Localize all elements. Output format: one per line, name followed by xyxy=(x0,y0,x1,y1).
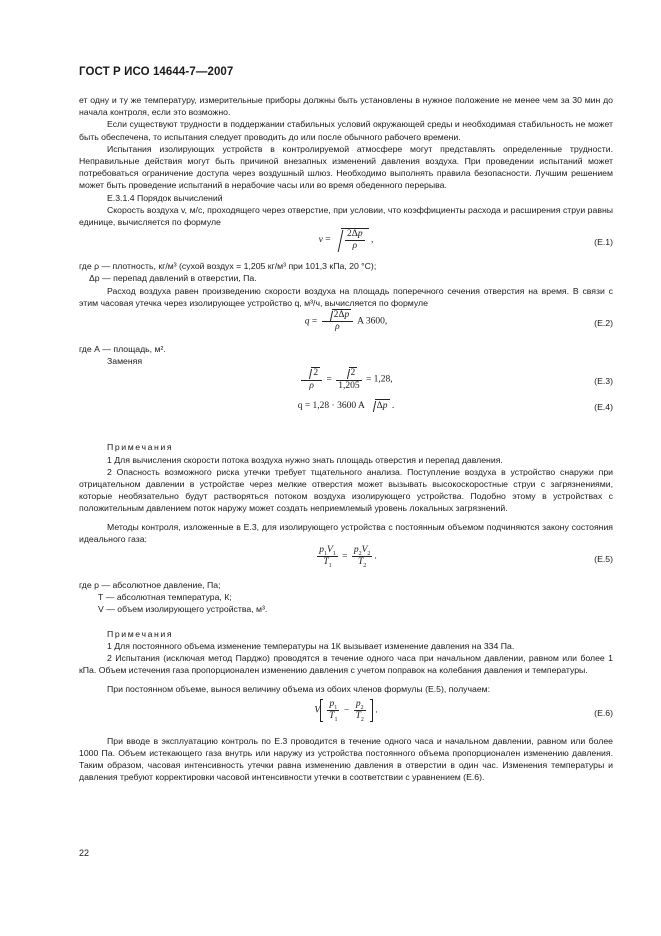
formula-e3: $\frac{2}{\rho}$ = $\frac{2}{1,205}$ = 1,28, (Е.3) xyxy=(79,367,613,399)
formula-number: (Е.1) xyxy=(594,237,613,248)
page-number: 22 xyxy=(79,848,90,858)
notes-title: Примечания xyxy=(107,442,174,453)
formula-e1: v = $\frac{2\Delta p}{\rho}$ , (Е.1) xyxy=(318,229,613,252)
definition: где А — площадь, м². xyxy=(79,344,166,355)
paragraph: Испытания изолирующих устройств в контролируемой атмосфере могут представлять определенные трудности. Неправильные действия могут быть причиной внезапных изменений давления воздуха. При проведении испытаний может потребоваться ограничение доступа через воздушный шлюз. Необходимо выполнять правила безопасности. Лучшим решением может быть проведение испытаний в нерабочие часы или во время обеденного перерыва. xyxy=(79,143,613,191)
paragraph: Скорость воздуха v, м/с, проходящего через отверстие, при условии, что коэффициенты расхода и расширения струи равны единице, вычисляется по формуле xyxy=(79,204,613,228)
paragraph: Если существуют трудности в поддержании стабильных условий окружающей среды и необходимая стабильность не может быть обеспечена, то испытания следует проводить до или после обычного рабочего времени. xyxy=(79,119,613,142)
formula-number: (Е.3) xyxy=(594,376,613,387)
note: 2 Испытания (исключая метод Парджо) проводятся в течение одного часа при начальном давлении, равном или более 1 кПа. Объем истечения газа пропорционален изменению давления с учетом поправок на колебания давления и температуры. xyxy=(79,653,613,676)
formula-e6: V $\frac{p_1}{T_1}$ − $\frac{p_2}{T_2}$ . (Е.6) xyxy=(314,698,613,723)
definition: где р — абсолютное давление, Па; xyxy=(79,580,221,591)
formula-e5: $\frac{p_1V_1}{T_1}$ = $\frac{p_2V_2}{T_2}$ . (Е.5) xyxy=(319,545,613,569)
paragraph: Заменяя xyxy=(107,356,143,367)
note: 2 Опасность возможного риска утечки требует тщательного анализа. Поступление воздуха в устройство снаружи при отрицательном давлении в устройстве через мелкие отверстия может вызывать высокоскоростные струи с загрязнениями, которые необязательно будут растворяться потоком воздуха изолирующего устройства. Подобно этому в устройствах с положительным давлением поток наружу может создать неприемлемый уровень локальных загрязнений. xyxy=(79,466,613,514)
note: 1 Для постоянного объема изменение температуры на 1К вызывает изменение давления на 334 Па. xyxy=(107,640,515,651)
formula-term: A 3600, xyxy=(357,316,388,327)
document-header: ГОСТ Р ИСО 14644-7—2007 xyxy=(79,66,234,78)
formula-number: (Е.5) xyxy=(594,554,613,565)
formula-e4: q = 1,28 · 3600 A Δp . (Е.4) xyxy=(297,401,613,413)
formula-number: (Е.6) xyxy=(594,707,613,718)
formula-number: (Е.2) xyxy=(594,318,613,329)
paragraph: При постоянном объеме, вынося величину объема из обоих членов формулы (Е.5), получаем: xyxy=(107,683,491,694)
formula-number: (Е.4) xyxy=(594,402,613,413)
notes-title: Примечания xyxy=(107,628,174,639)
document-body xyxy=(79,94,613,784)
paragraph: Расход воздуха равен произведению скорости воздуха на площадь поперечного сечения отверстия на время. В связи с этим часовая утечка через изолирующее устройство q, м³/ч, вычисляется по формуле xyxy=(79,285,613,308)
paragraph: ет одну и ту же температуру, измерительные приборы должны быть установлены в нужное положение не менее чем за 30 мин до начала контроля, если это возможно. xyxy=(79,95,613,118)
formula-e2: q = $\frac{2\Delta p}{\rho}$ A 3600, (Е.2) xyxy=(304,310,613,333)
paragraph: При вводе в эксплуатацию контроль по Е.3 проводится в течение одного часа и начальном давлении, равном или более 1000 Па. Объем истекающего газа внутрь или наружу из устройства постоянного объема пропорционален изменению давления. Таким образом, часовая интенсивность утечки равна изменению давления в отверстии в один час. Изменения температуры и давления требуют корректировки часовой интенсивности утечки в соответствии с уравнением (Е.6). xyxy=(79,735,613,783)
definition: V — объем изолирующего устройства, м³. xyxy=(98,604,268,615)
section-heading: Е.3.1.4 Порядок вычислений xyxy=(107,192,223,203)
definition: где ρ — плотность, кг/м³ (сухой воздух = 1,205 кг/м³ при 101,3 кПа, 20 °С); xyxy=(79,261,377,272)
definition: Т — абсолютная температура, К; xyxy=(98,592,232,603)
formula-term: 1,205 xyxy=(338,380,360,391)
definition: Δp — перепад давлений в отверстии, Па. xyxy=(89,273,257,284)
formula-term: q = 1,28 · 3600 A xyxy=(297,401,365,412)
paragraph: Методы контроля, изложенные в Е.3, для изолирующего устройства с постоянным объемом подчиняются закону состояния идеального газа: xyxy=(79,521,613,544)
note: 1 Для вычисления скорости потока воздуха нужно знать площадь отверстия и перепад давления. xyxy=(107,454,503,465)
formula-term: = 1,28, xyxy=(365,374,393,385)
